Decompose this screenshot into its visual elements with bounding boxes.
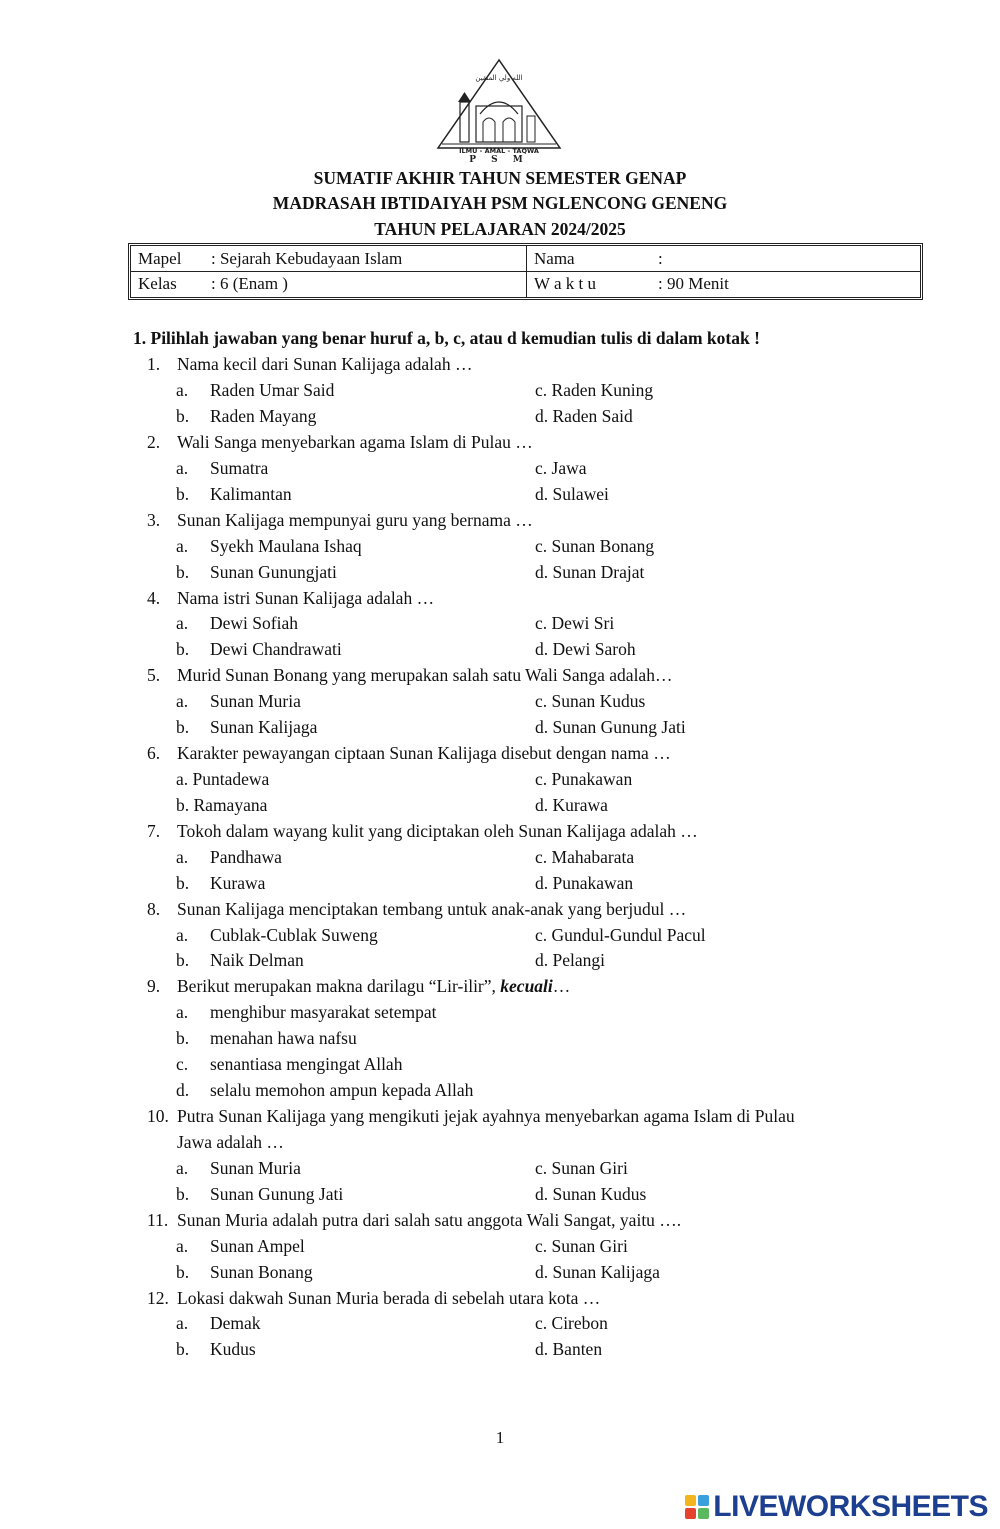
liveworksheets-logo-icon: [684, 1494, 710, 1520]
logo-arabic-text: الله ولي المتقين: [475, 74, 523, 82]
answer-option[interactable]: b. menahan hawa nafsu: [176, 1028, 357, 1048]
mapel-value: : Sejarah Kebudayaan Islam: [211, 249, 403, 268]
answer-option[interactable]: b. Sunan Bonang: [176, 1262, 313, 1282]
answer-option[interactable]: c. Sunan Giri: [535, 1236, 628, 1256]
answer-option[interactable]: c. Raden Kuning: [535, 380, 654, 400]
answer-option[interactable]: d. Sunan Drajat: [535, 562, 645, 582]
instruction-text: 1. Pilihlah jawaban yang benar huruf a, b, c, atau d kemudian tulis di dalam kotak !: [133, 328, 760, 348]
answer-option[interactable]: a. Pandhawa: [176, 847, 282, 867]
answer-option[interactable]: a. Raden Umar Said: [176, 380, 335, 400]
mapel-label: Mapel: [138, 249, 182, 268]
answer-option[interactable]: c. Sunan Giri: [535, 1158, 628, 1178]
question-12: 12. Lokasi dakwah Sunan Muria berada di sebelah utara kota …: [147, 1288, 601, 1308]
answer-option[interactable]: a. menghibur masyarakat setempat: [176, 1002, 437, 1022]
answer-option[interactable]: a. Sumatra: [176, 458, 269, 478]
answer-option[interactable]: b. Sunan Gunungjati: [176, 562, 337, 582]
nama-label: Nama: [534, 249, 575, 268]
answer-option[interactable]: d. Pelangi: [535, 950, 605, 970]
question-7: 7. Tokoh dalam wayang kulit yang diciptakan oleh Sunan Kalijaga adalah …: [147, 821, 698, 841]
answer-option[interactable]: c. Sunan Bonang: [535, 536, 655, 556]
answer-option[interactable]: a. Demak: [176, 1313, 261, 1333]
question-4: 4. Nama istri Sunan Kalijaga adalah …: [147, 588, 435, 608]
answer-option[interactable]: d. Banten: [535, 1339, 603, 1359]
academic-year: TAHUN PELAJARAN 2024/2025: [374, 219, 626, 239]
answer-option[interactable]: b. Kalimantan: [176, 484, 292, 504]
exam-title: SUMATIF AKHIR TAHUN SEMESTER GENAP: [313, 168, 687, 188]
question-10-cont: Jawa adalah …: [177, 1132, 284, 1152]
logo-initials: P S M: [469, 155, 529, 164]
logo-motto: ILMU - AMAL - TAQWA: [459, 147, 539, 155]
question-10: 10. Putra Sunan Kalijaga yang mengikuti jejak ayahnya menyebarkan agama Islam di Pulau: [147, 1106, 795, 1126]
answer-option[interactable]: d. selalu memohon ampun kepada Allah: [176, 1080, 474, 1100]
answer-option[interactable]: a. Sunan Muria: [176, 691, 301, 711]
answer-option[interactable]: a. Dewi Sofiah: [176, 613, 298, 633]
answer-option[interactable]: a. Puntadewa: [176, 769, 270, 789]
answer-option[interactable]: d. Sunan Gunung Jati: [535, 717, 686, 737]
answer-option[interactable]: b. Ramayana: [176, 795, 268, 815]
answer-option[interactable]: d. Punakawan: [535, 873, 634, 893]
school-name: MADRASAH IBTIDAIYAH PSM NGLENCONG GENENG: [272, 193, 728, 213]
answer-option[interactable]: b. Kudus: [176, 1339, 256, 1359]
answer-option[interactable]: c. Mahabarata: [535, 847, 635, 867]
school-logo: [436, 56, 562, 164]
answer-option[interactable]: d. Kurawa: [535, 795, 608, 815]
answer-option[interactable]: c. Cirebon: [535, 1313, 608, 1333]
answer-option[interactable]: c. Gundul-Gundul Pacul: [535, 925, 706, 945]
liveworksheets-watermark: [684, 1490, 988, 1524]
answer-option[interactable]: d. Sunan Kudus: [535, 1184, 647, 1204]
answer-option[interactable]: c. Sunan Kudus: [535, 691, 646, 711]
question-1: 1. Nama kecil dari Sunan Kalijaga adalah …: [147, 354, 473, 374]
kelas-value: : 6 (Enam ): [211, 274, 288, 293]
answer-option[interactable]: b. Sunan Kalijaga: [176, 717, 318, 737]
answer-option[interactable]: b. Naik Delman: [176, 950, 304, 970]
answer-option[interactable]: a. Sunan Muria: [176, 1158, 301, 1178]
answer-option[interactable]: b. Sunan Gunung Jati: [176, 1184, 344, 1204]
student-info-table: [128, 243, 923, 300]
answer-option[interactable]: b. Raden Mayang: [176, 406, 317, 426]
answer-option[interactable]: d. Dewi Saroh: [535, 639, 636, 659]
answer-option[interactable]: d. Sunan Kalijaga: [535, 1262, 660, 1282]
question-2: 2. Wali Sanga menyebarkan agama Islam di Pulau …: [147, 432, 533, 452]
waktu-value: : 90 Menit: [658, 274, 729, 293]
answer-option[interactable]: a. Cublak-Cublak Suweng: [176, 925, 378, 945]
kelas-label: Kelas: [138, 274, 177, 293]
waktu-label: W a k t u: [534, 274, 597, 293]
answer-option[interactable]: b. Dewi Chandrawati: [176, 639, 342, 659]
answer-option[interactable]: c. Punakawan: [535, 769, 633, 789]
question-5: 5. Murid Sunan Bonang yang merupakan salah satu Wali Sanga adalah…: [147, 665, 673, 685]
question-3: 3. Sunan Kalijaga mempunyai guru yang bernama …: [147, 510, 533, 530]
answer-option[interactable]: a. Syekh Maulana Ishaq: [176, 536, 362, 556]
question-11: 11. Sunan Muria adalah putra dari salah satu anggota Wali Sangat, yaitu ….: [147, 1210, 682, 1230]
answer-option[interactable]: c. Dewi Sri: [535, 613, 615, 633]
question-9: 9. Berikut merupakan makna darilagu “Lir-ilir”, kecuali…: [147, 976, 571, 996]
question-8: 8. Sunan Kalijaga menciptakan tembang untuk anak-anak yang berjudul …: [147, 899, 687, 919]
answer-option[interactable]: a. Sunan Ampel: [176, 1236, 305, 1256]
answer-option[interactable]: b. Kurawa: [176, 873, 266, 893]
watermark-text: LIVEWORKSHEETS: [713, 1490, 988, 1523]
nama-field[interactable]: :: [658, 249, 663, 268]
answer-option[interactable]: d. Sulawei: [535, 484, 609, 504]
answer-option[interactable]: d. Raden Said: [535, 406, 633, 426]
answer-option[interactable]: c. Jawa: [535, 458, 587, 478]
question-6: 6. Karakter pewayangan ciptaan Sunan Kalijaga disebut dengan nama …: [147, 743, 671, 763]
answer-option[interactable]: c. senantiasa mengingat Allah: [176, 1054, 403, 1074]
page-number: 1: [495, 1428, 505, 1447]
